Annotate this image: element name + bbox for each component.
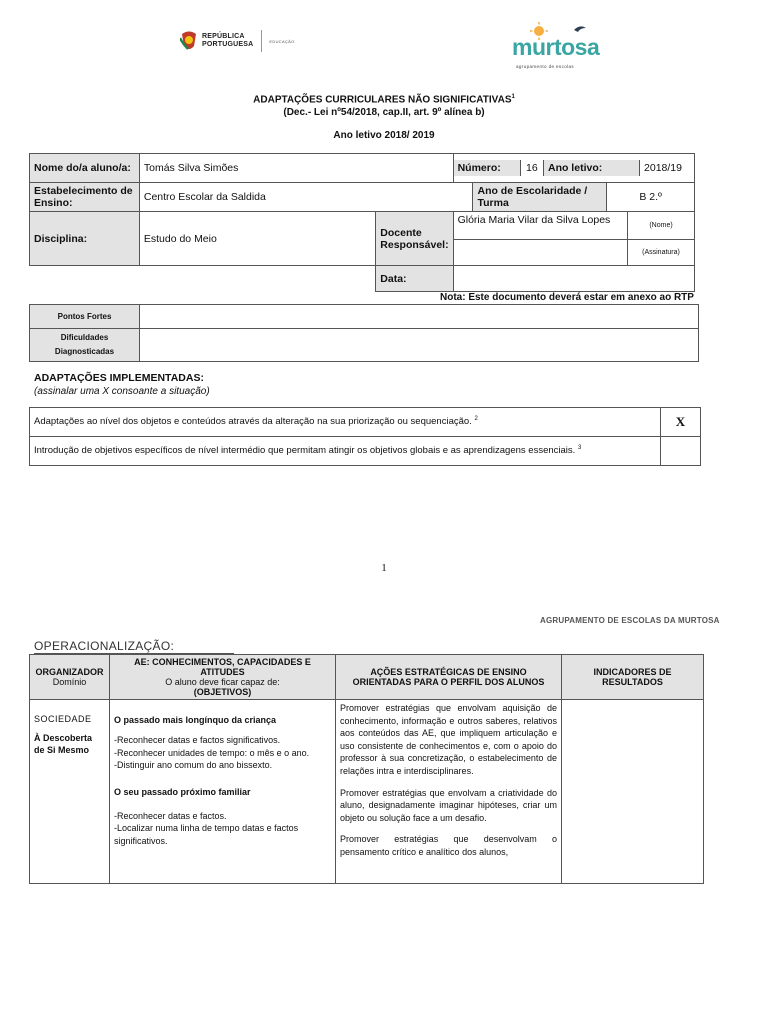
operationalization-title: OPERACIONALIZAÇÃO: [34, 639, 175, 653]
adaptation-row [30, 408, 701, 437]
number-value: 16 [520, 160, 543, 176]
objective-item: -Reconhecer datas e factos. [114, 811, 227, 822]
strategy-paragraph: Promover estratégias que desenvolvam o pensamento crítico e analítico dos alunos, [340, 834, 557, 857]
adaptation-text: Introdução de objetivos específicos de nível intermédio que permitam atingir os objetivos globais e as aprendizagens essenciais. $^3$ [30, 437, 661, 466]
coat-of-arms-icon [180, 30, 198, 52]
discipline-value: Estudo do Meio [139, 212, 375, 266]
name-hint: (Nome) [628, 212, 695, 239]
strengths-table [29, 304, 699, 362]
page-number: 1 [381, 562, 387, 574]
grade-value: B 2.º [607, 183, 695, 212]
organizer-cell [30, 700, 110, 884]
teacher-signature-value [454, 239, 628, 265]
objective-item: -Reconhecer datas e factos significativos. [114, 735, 281, 746]
organizer-domain: À Descoberta de Si Mesmo [34, 733, 93, 755]
school-label: Estabelecimento de Ensino: [30, 183, 140, 212]
strengths-value [140, 305, 699, 329]
objective-item: -Localizar numa linha de tempo datas e factos significativos. [114, 823, 299, 846]
objectives-heading-2: O seu passado próximo familiar [114, 786, 251, 797]
student-name-value: Tomás Silva Simões [139, 154, 453, 183]
school-year-value: 2018/19 [644, 162, 682, 174]
republica-portuguesa-logo [180, 28, 294, 54]
strategy-paragraph: Promover estratégias que envolvam aquisição de conhecimento, informação e outros saberes, relativos aos conteúdos das AE, que impliquem articulação e uso consistente de conhecimentos e, com o apoio do professor à sua concretização, o estabelecimento de relações intra e interdisciplinares. [340, 703, 557, 776]
adaptations-instruction: (assinalar uma X consoante a situação) [34, 386, 210, 397]
strategies-header: AÇÕES ESTRATÉGICAS DE ENSINO ORIENTADAS PARA O PERFIL DOS ALUNOS [336, 655, 562, 700]
objectives-header: AE: CONHECIMENTOS, CAPACIDADES E ATITUDES O aluno deve ficar capaz de: (OBJETIVOS) [110, 655, 336, 700]
objectives-cell [110, 700, 336, 884]
date-label: Data: [376, 266, 453, 292]
objectives-heading-1: O passado mais longínquo da criança [114, 715, 277, 725]
school-year-label: Ano letivo: [543, 160, 639, 176]
logo-divider [261, 30, 262, 52]
decree-reference: (Dec.- Lei nº54/2018, cap.II, art. 9º alínea b) [283, 107, 485, 118]
rtp-note: Nota: Este documento deverá estar em anexo ao RTP [440, 292, 694, 303]
adaptation-text: Adaptações ao nível dos objetos e conteúdos através da alteração na sua priorização ou sequenciação. $^2$ [30, 408, 661, 437]
organizer-area: SOCIEDADE [34, 714, 92, 724]
results-header: INDICADORES DE RESULTADOS [562, 655, 704, 700]
murtosa-subtitle: agrupamento de escolas [516, 64, 575, 69]
murtosa-logo [512, 22, 600, 70]
adaptation-checkbox[interactable]: X [661, 408, 701, 437]
education-label: EDUCAÇÃO [269, 38, 295, 44]
date-value [453, 266, 694, 292]
strengths-label: Pontos Fortes [30, 305, 140, 329]
murtosa-wordmark: murtosa [512, 34, 600, 60]
strategy-paragraph: Promover estratégias que envolvam a criatividade do aluno, designadamente imaginar hipóteses, criar um objeto ou solução face a um desafio. [340, 787, 557, 823]
grade-label: Ano de Escolaridade / Turma [473, 183, 607, 212]
adaptations-heading: ADAPTAÇÕES IMPLEMENTADAS: [34, 372, 204, 384]
republica-portuguesa-text: REPÚBLICA PORTUGUESA [202, 33, 254, 48]
school-value: Centro Escolar da Saldida [139, 183, 473, 212]
empty-cell [30, 266, 376, 292]
discipline-label: Disciplina: [30, 212, 140, 266]
adaptations-table [29, 407, 701, 466]
teacher-name-value: Glória Maria Vilar da Silva Lopes [454, 212, 628, 239]
objective-item: -Distinguir ano comum do ano bissexto. [114, 760, 273, 771]
number-label: Número: [454, 160, 521, 176]
document-title: ADAPTAÇÕES CURRICULARES NÃO SIGNIFICATIVAS$^1$ [253, 94, 515, 106]
teacher-label: Docente Responsável: [376, 212, 453, 266]
header-right-group [454, 160, 694, 176]
difficulties-label: Dificuldades Diagnosticadas [30, 329, 140, 362]
strategies-cell [336, 700, 562, 884]
organizer-header: ORGANIZADOR Domínio [30, 655, 110, 700]
operationalization-table [29, 654, 704, 884]
adaptation-row [30, 437, 701, 466]
results-cell [562, 700, 704, 884]
adaptation-checkbox[interactable] [661, 437, 701, 466]
objective-item: -Reconhecer unidades de tempo: o mês e o ano. [114, 747, 310, 758]
school-group-header: AGRUPAMENTO DE ESCOLAS DA MURTOSA [540, 616, 720, 625]
teacher-group [454, 212, 694, 265]
student-name-label: Nome do/a aluno/a: [30, 154, 140, 183]
school-year-title: Ano letivo 2018/ 2019 [333, 130, 435, 141]
signature-hint: (Assinatura) [642, 248, 680, 256]
student-info-table [29, 153, 695, 292]
difficulties-value [140, 329, 699, 362]
